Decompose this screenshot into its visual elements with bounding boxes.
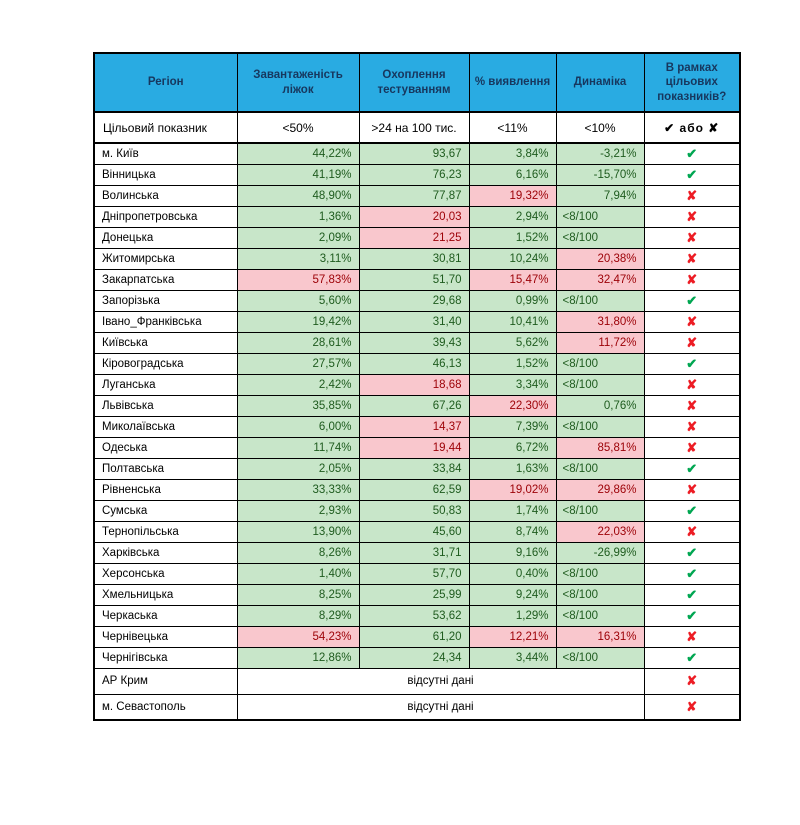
target-row-label: Цільовий показник: [94, 112, 237, 143]
table-row: [94, 269, 740, 290]
value-cell: 44,22%: [237, 143, 359, 164]
target-value: >24 на 100 тис.: [359, 112, 469, 143]
value-cell: 53,62: [359, 605, 469, 626]
region-cell: Тернопільська: [94, 521, 237, 542]
value-cell: 0,40%: [469, 563, 556, 584]
value-cell: 12,86%: [237, 647, 359, 668]
value-cell: 93,67: [359, 143, 469, 164]
value-cell: 0,76%: [556, 395, 644, 416]
table-row: [94, 290, 740, 311]
value-cell: 10,24%: [469, 248, 556, 269]
region-cell: Житомирська: [94, 248, 237, 269]
table-row: [94, 605, 740, 626]
table-row: [94, 563, 740, 584]
value-cell: 8,25%: [237, 584, 359, 605]
table-row: [94, 458, 740, 479]
fail-cross-icon: ✘: [644, 694, 740, 720]
value-cell: 24,34: [359, 647, 469, 668]
region-cell: Чернівецька: [94, 626, 237, 647]
fail-cross-icon: ✘: [644, 269, 740, 290]
value-cell: 46,13: [359, 353, 469, 374]
value-cell: 7,94%: [556, 185, 644, 206]
value-cell: 1,36%: [237, 206, 359, 227]
target-status-legend: ✔ або ✘: [644, 112, 740, 143]
pass-check-icon: ✔: [644, 605, 740, 626]
pass-check-icon: ✔: [644, 143, 740, 164]
value-cell: 77,87: [359, 185, 469, 206]
value-cell: 67,26: [359, 395, 469, 416]
value-cell: 31,80%: [556, 311, 644, 332]
fail-cross-icon: ✘: [644, 437, 740, 458]
region-cell: Херсонська: [94, 563, 237, 584]
column-header-5: В рамках цільових показників?: [644, 53, 740, 112]
table-row: [94, 206, 740, 227]
column-header-4: Динаміка: [556, 53, 644, 112]
fail-cross-icon: ✘: [644, 374, 740, 395]
value-cell: 10,41%: [469, 311, 556, 332]
region-cell: Закарпатська: [94, 269, 237, 290]
value-cell: 12,21%: [469, 626, 556, 647]
no-data-cell: відсутні дані: [237, 668, 644, 694]
table-row: [94, 584, 740, 605]
value-cell: 19,44: [359, 437, 469, 458]
value-cell: <8/100: [556, 227, 644, 248]
value-cell: 28,61%: [237, 332, 359, 353]
value-cell: 6,72%: [469, 437, 556, 458]
table-row: [94, 542, 740, 563]
pass-check-icon: ✔: [644, 563, 740, 584]
region-cell: Дніпропетровська: [94, 206, 237, 227]
value-cell: <8/100: [556, 353, 644, 374]
fail-cross-icon: ✘: [644, 227, 740, 248]
pass-check-icon: ✔: [644, 584, 740, 605]
value-cell: 9,24%: [469, 584, 556, 605]
value-cell: 29,86%: [556, 479, 644, 500]
value-cell: 54,23%: [237, 626, 359, 647]
value-cell: 41,19%: [237, 164, 359, 185]
value-cell: 35,85%: [237, 395, 359, 416]
value-cell: 3,34%: [469, 374, 556, 395]
value-cell: 8,26%: [237, 542, 359, 563]
value-cell: 31,71: [359, 542, 469, 563]
region-cell: Черкаська: [94, 605, 237, 626]
value-cell: 9,16%: [469, 542, 556, 563]
value-cell: 2,09%: [237, 227, 359, 248]
column-header-2: Охоплення тестуванням: [359, 53, 469, 112]
table-row: [94, 143, 740, 164]
value-cell: -15,70%: [556, 164, 644, 185]
table-row: [94, 647, 740, 668]
regional-indicators-table-wrap: [93, 52, 739, 721]
region-cell: Кіровоградська: [94, 353, 237, 374]
region-cell: Полтавська: [94, 458, 237, 479]
value-cell: 1,40%: [237, 563, 359, 584]
region-cell: м. Севастополь: [94, 694, 237, 720]
table-row: [94, 395, 740, 416]
value-cell: 1,52%: [469, 227, 556, 248]
value-cell: 19,32%: [469, 185, 556, 206]
value-cell: 33,84: [359, 458, 469, 479]
value-cell: 48,90%: [237, 185, 359, 206]
region-cell: Київська: [94, 332, 237, 353]
value-cell: 27,57%: [237, 353, 359, 374]
value-cell: -3,21%: [556, 143, 644, 164]
value-cell: 11,74%: [237, 437, 359, 458]
value-cell: <8/100: [556, 416, 644, 437]
value-cell: 45,60: [359, 521, 469, 542]
fail-cross-icon: ✘: [644, 206, 740, 227]
value-cell: <8/100: [556, 584, 644, 605]
value-cell: 8,74%: [469, 521, 556, 542]
column-header-3: % виявлення: [469, 53, 556, 112]
value-cell: 15,47%: [469, 269, 556, 290]
column-header-0: Регіон: [94, 53, 237, 112]
value-cell: 13,90%: [237, 521, 359, 542]
value-cell: 8,29%: [237, 605, 359, 626]
target-value: <11%: [469, 112, 556, 143]
value-cell: 20,38%: [556, 248, 644, 269]
region-cell: Луганська: [94, 374, 237, 395]
value-cell: 11,72%: [556, 332, 644, 353]
table-header: [94, 53, 740, 112]
value-cell: 3,11%: [237, 248, 359, 269]
value-cell: 21,25: [359, 227, 469, 248]
pass-check-icon: ✔: [644, 500, 740, 521]
table-row: [94, 479, 740, 500]
value-cell: 1,74%: [469, 500, 556, 521]
table-row: [94, 416, 740, 437]
value-cell: 7,39%: [469, 416, 556, 437]
table-row: [94, 164, 740, 185]
value-cell: <8/100: [556, 374, 644, 395]
column-header-1: Завантаженість ліжок: [237, 53, 359, 112]
fail-cross-icon: ✘: [644, 668, 740, 694]
value-cell: 5,62%: [469, 332, 556, 353]
fail-cross-icon: ✘: [644, 521, 740, 542]
table-row: [94, 626, 740, 647]
value-cell: 6,00%: [237, 416, 359, 437]
table-row: [94, 668, 740, 694]
value-cell: <8/100: [556, 647, 644, 668]
value-cell: 50,83: [359, 500, 469, 521]
table-row: [94, 694, 740, 720]
value-cell: 18,68: [359, 374, 469, 395]
region-cell: Волинська: [94, 185, 237, 206]
fail-cross-icon: ✘: [644, 626, 740, 647]
value-cell: 85,81%: [556, 437, 644, 458]
fail-cross-icon: ✘: [644, 416, 740, 437]
value-cell: <8/100: [556, 290, 644, 311]
header-row: [94, 53, 740, 112]
value-cell: 39,43: [359, 332, 469, 353]
value-cell: 33,33%: [237, 479, 359, 500]
region-cell: Одеська: [94, 437, 237, 458]
value-cell: 29,68: [359, 290, 469, 311]
fail-cross-icon: ✘: [644, 248, 740, 269]
value-cell: 1,52%: [469, 353, 556, 374]
fail-cross-icon: ✘: [644, 479, 740, 500]
value-cell: <8/100: [556, 563, 644, 584]
fail-cross-icon: ✘: [644, 311, 740, 332]
table-row: [94, 248, 740, 269]
region-cell: Львівська: [94, 395, 237, 416]
region-cell: Івано_Франківська: [94, 311, 237, 332]
fail-cross-icon: ✘: [644, 185, 740, 206]
value-cell: 6,16%: [469, 164, 556, 185]
value-cell: 0,99%: [469, 290, 556, 311]
value-cell: 20,03: [359, 206, 469, 227]
value-cell: 25,99: [359, 584, 469, 605]
value-cell: 57,70: [359, 563, 469, 584]
value-cell: 2,93%: [237, 500, 359, 521]
value-cell: 19,42%: [237, 311, 359, 332]
table-row: [94, 374, 740, 395]
pass-check-icon: ✔: [644, 353, 740, 374]
region-cell: Хмельницька: [94, 584, 237, 605]
value-cell: 57,83%: [237, 269, 359, 290]
pass-check-icon: ✔: [644, 164, 740, 185]
value-cell: 61,20: [359, 626, 469, 647]
table-row: [94, 521, 740, 542]
target-row: [94, 112, 740, 143]
pass-check-icon: ✔: [644, 290, 740, 311]
regional-indicators-table: [93, 52, 741, 721]
region-cell: Рівненська: [94, 479, 237, 500]
target-value: <50%: [237, 112, 359, 143]
pass-check-icon: ✔: [644, 458, 740, 479]
region-cell: Чернігівська: [94, 647, 237, 668]
table-row: [94, 500, 740, 521]
region-cell: Запорізька: [94, 290, 237, 311]
value-cell: <8/100: [556, 500, 644, 521]
value-cell: <8/100: [556, 206, 644, 227]
region-cell: м. Київ: [94, 143, 237, 164]
region-cell: АР Крим: [94, 668, 237, 694]
value-cell: 31,40: [359, 311, 469, 332]
value-cell: 5,60%: [237, 290, 359, 311]
value-cell: 1,29%: [469, 605, 556, 626]
fail-cross-icon: ✘: [644, 395, 740, 416]
value-cell: 2,42%: [237, 374, 359, 395]
table-row: [94, 353, 740, 374]
region-cell: Сумська: [94, 500, 237, 521]
table-row: [94, 437, 740, 458]
pass-check-icon: ✔: [644, 647, 740, 668]
value-cell: 16,31%: [556, 626, 644, 647]
value-cell: 62,59: [359, 479, 469, 500]
region-cell: Миколаївська: [94, 416, 237, 437]
no-data-cell: відсутні дані: [237, 694, 644, 720]
table-body: [94, 112, 740, 720]
value-cell: 3,84%: [469, 143, 556, 164]
value-cell: <8/100: [556, 605, 644, 626]
fail-cross-icon: ✘: [644, 332, 740, 353]
value-cell: 2,94%: [469, 206, 556, 227]
value-cell: <8/100: [556, 458, 644, 479]
region-cell: Вінницька: [94, 164, 237, 185]
value-cell: 51,70: [359, 269, 469, 290]
value-cell: 22,30%: [469, 395, 556, 416]
value-cell: 22,03%: [556, 521, 644, 542]
value-cell: -26,99%: [556, 542, 644, 563]
target-value: <10%: [556, 112, 644, 143]
table-row: [94, 227, 740, 248]
table-row: [94, 311, 740, 332]
value-cell: 30,81: [359, 248, 469, 269]
pass-check-icon: ✔: [644, 542, 740, 563]
value-cell: 32,47%: [556, 269, 644, 290]
value-cell: 19,02%: [469, 479, 556, 500]
table-row: [94, 332, 740, 353]
value-cell: 76,23: [359, 164, 469, 185]
region-cell: Донецька: [94, 227, 237, 248]
region-cell: Харківська: [94, 542, 237, 563]
value-cell: 2,05%: [237, 458, 359, 479]
value-cell: 3,44%: [469, 647, 556, 668]
table-row: [94, 185, 740, 206]
value-cell: 14,37: [359, 416, 469, 437]
value-cell: 1,63%: [469, 458, 556, 479]
